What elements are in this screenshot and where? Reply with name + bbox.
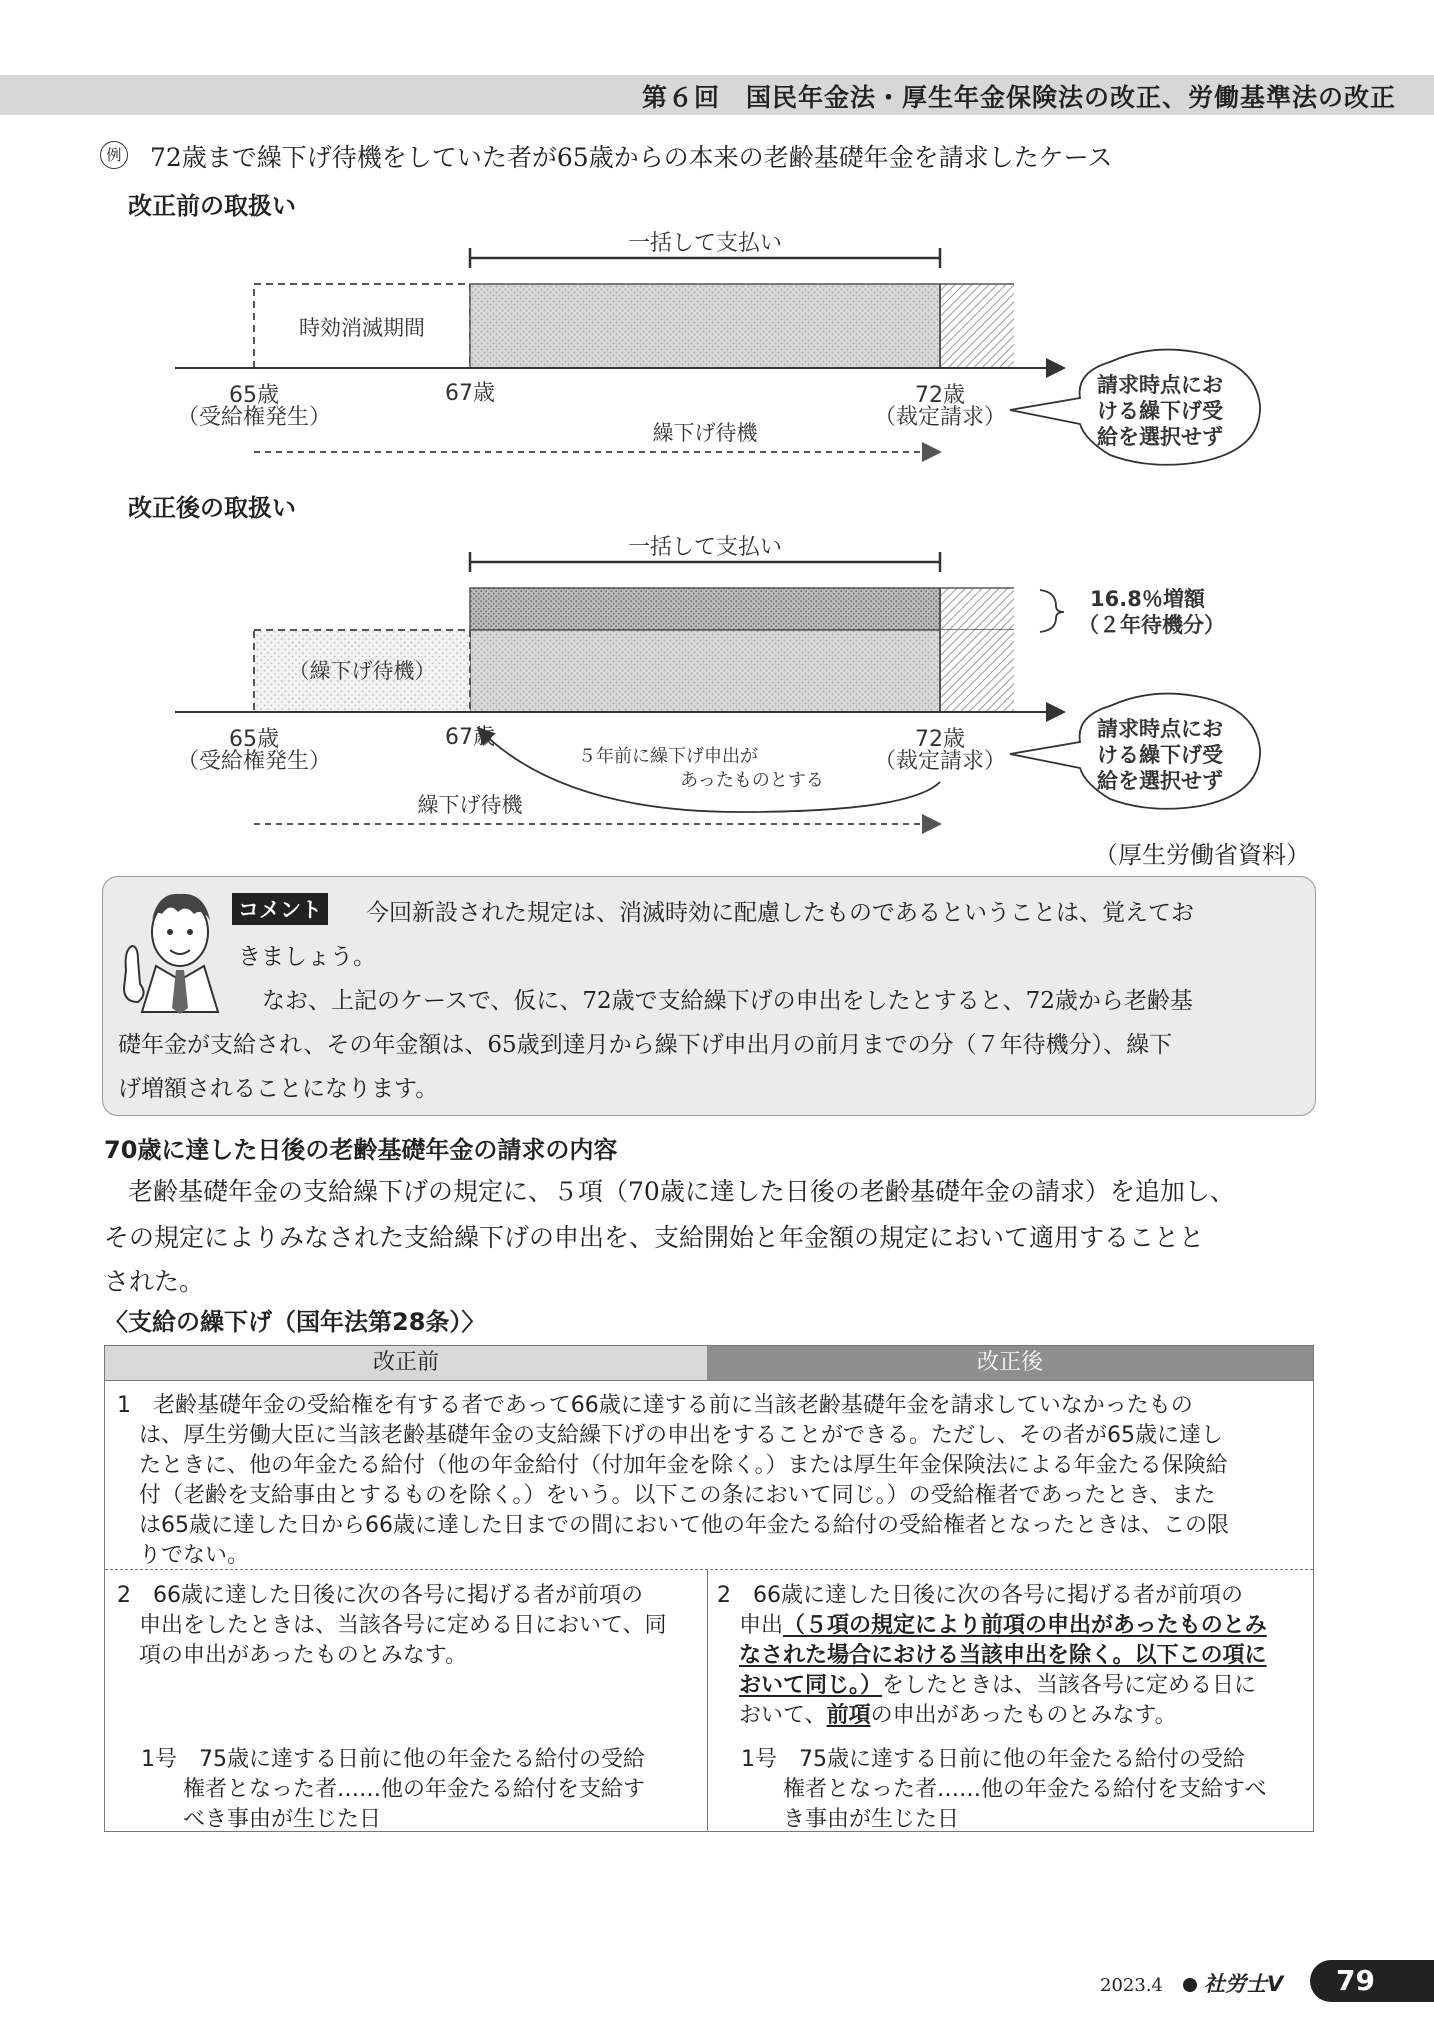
before-age72-note: （裁定請求） (873, 405, 1007, 430)
deemed-line1: ５年前に繰下げ申出が (578, 746, 758, 767)
after-age65: 65歳 (229, 727, 279, 752)
after-para2-line-3 (739, 1638, 1267, 1669)
source-note: （厚生労働省資料） (1094, 841, 1310, 869)
row1-line-3: たときに、他の年金たる給付（他の年金給付（付加年金を除く。）または厚生年金保険法による年金たる保険給 (117, 1453, 1228, 1478)
after-age72: 72歳 (915, 727, 965, 752)
after-para2-line-5: おいて、前項の申出があったものとみなす。 (739, 1703, 1177, 1728)
table-title: 〈支給の繰下げ（国年法第28条）〉 (104, 1308, 486, 1336)
footer-bullet (1183, 1978, 1197, 1992)
column-divider (707, 1569, 708, 1831)
before-para2-line-1: 2 66歳に達した日後に次の各号に掲げる者が前項の (117, 1583, 643, 1608)
comparison-table (104, 1345, 1314, 1832)
after-heading: 改正後の取扱い (128, 494, 296, 522)
amendment-text-1: （５項の規定により前項の申出があったものとみ (783, 1613, 1267, 1638)
before-age65: 65歳 (229, 383, 279, 408)
footer-brand: 社労士V (1204, 1972, 1284, 1996)
after-age67: 67歳 (445, 725, 495, 750)
after-age65-note: （受給権発生） (176, 749, 332, 774)
before-item-line-2: 権者となった者……他の年金たる給付を支給す (183, 1777, 646, 1802)
chapter-title: 第６回 国民年金法・厚生年金保険法の改正、労働基準法の改正 (641, 83, 1396, 112)
page-number: 79 (1310, 1960, 1434, 2002)
before-heading: 改正前の取扱い (128, 192, 296, 220)
body-line-2: その規定によりみなされた支給繰下げの申出を、支給開始と年金額の規定において適用することと (104, 1223, 1205, 1252)
before-age67: 67歳 (445, 381, 495, 406)
row1-line-4: 付（老齢を支給事由とするものを除く。）をいう。以下この条において同じ。）の受給権者であったとき、また (117, 1483, 1216, 1508)
before-para2-line-2: 申出をしたときは、当該各号に定める日において、同 (117, 1613, 667, 1638)
before-bubble-line3: 給を選択せず (1097, 425, 1223, 449)
before-age65-note: （受給権発生） (176, 405, 332, 430)
before-para2-line-3: 項の申出があったものとみなす。 (117, 1643, 468, 1668)
before-item-line-3: べき事由が生じた日 (183, 1807, 382, 1832)
row1-line-6: りでない。 (117, 1543, 250, 1568)
after-para2-line-2: 申出（５項の規定により前項の申出があったものとみ (739, 1613, 1267, 1638)
after-bubble-line1: 請求時点にお (1097, 717, 1223, 741)
column-header-after: 改正後 (707, 1346, 1313, 1381)
example-text: 72歳まで繰下げ待機をしていた者が65歳からの本来の老齢基礎年金を請求したケース (150, 143, 1113, 172)
row1-line-5: は65歳に達した日から66歳に達した日までの間において他の年金たる給付の受給権者となったときは、この限 (117, 1513, 1229, 1538)
example-mark: 例 (100, 141, 128, 169)
before-bubble-line2: ける繰下げ受 (1097, 399, 1223, 423)
expired-period-label: 時効消滅期間 (299, 316, 425, 340)
before-bubble-line1: 請求時点にお (1097, 373, 1223, 397)
increase-note: （２年待機分） (1078, 613, 1225, 637)
increase-label: 16.8％増額 (1090, 587, 1205, 611)
comment-line-5: げ増額されることになります。 (118, 1076, 439, 1102)
footer-date: 2023.4 (1100, 1975, 1163, 1996)
row-divider (105, 1569, 1313, 1570)
after-item-line-1: 1号 75歳に達する日前に他の年金たる給付の受給 (741, 1747, 1245, 1772)
after-age72-note: （裁定請求） (873, 749, 1007, 774)
deemed-line2: あったものとする (680, 770, 824, 791)
body-line-3: された。 (104, 1267, 205, 1296)
before-lump-sum-label: 一括して支払い (627, 231, 783, 256)
before-item-line-1: 1号 75歳に達する日前に他の年金たる給付の受給 (141, 1747, 645, 1772)
before-wait-label: 繰下げ待機 (652, 421, 758, 445)
row1-line-2: は、厚生労働大臣に当該老齢基礎年金の支給繰下げの申出をすることができる。ただし、その者が65歳に達し (117, 1423, 1223, 1448)
after-item-line-2: 権者となった者……他の年金たる給付を支給すべ (783, 1777, 1267, 1802)
after-para2-line-4: おいて同じ。）をしたときは、当該各号に定める日に (739, 1673, 1257, 1698)
after-lump-sum-label: 一括して支払い (627, 535, 783, 560)
amendment-text-3: おいて同じ。） (739, 1673, 883, 1698)
after-bubble-line2: ける繰下げ受 (1097, 743, 1223, 767)
after-para2-line-1: 2 66歳に達した日後に次の各号に掲げる者が前項の (717, 1583, 1243, 1608)
after-bubble-line3: 給を選択せず (1097, 769, 1223, 793)
teacher-avatar (118, 884, 228, 1014)
row1-line-1: 1 老齢基礎年金の受給権を有する者であって66歳に達する前に当該老齢基礎年金を請求していなかったもの (117, 1393, 1193, 1418)
before-age72: 72歳 (915, 383, 965, 408)
body-line-1: 老齢基礎年金の支給繰下げの規定に、５項（70歳に達した日後の老齢基礎年金の請求）を追加し、 (128, 1177, 1235, 1206)
after-diagram (0, 0, 1434, 900)
amendment-text-2: なされた場合における当該申出を除く。以下この項に (739, 1643, 1267, 1668)
amendment-text-4: 前項 (826, 1703, 871, 1728)
comment-line-1: 今回新設された規定は、消滅時効に配慮したものであるということは、覚えてお (366, 900, 1194, 926)
after-wait-label: 繰下げ待機 (417, 793, 523, 817)
comment-line-4: 礎年金が支給され、その年金額は、65歳到達月から繰下げ申出月の前月までの分（７年待機分）、繰下 (118, 1032, 1173, 1058)
section-title: 70歳に達した日後の老齢基礎年金の請求の内容 (104, 1136, 618, 1164)
comment-line-3: なお、上記のケースで、仮に、72歳で支給繰下げの申出をしたとすると、72歳から老齢基 (262, 988, 1193, 1014)
comment-line-2: きましょう。 (238, 944, 376, 970)
waiting-box-label: （繰下げ待機） (288, 659, 436, 683)
column-header-before: 改正前 (105, 1346, 707, 1381)
after-item-line-3: き事由が生じた日 (783, 1807, 960, 1832)
comment-tag: コメント (232, 893, 328, 925)
